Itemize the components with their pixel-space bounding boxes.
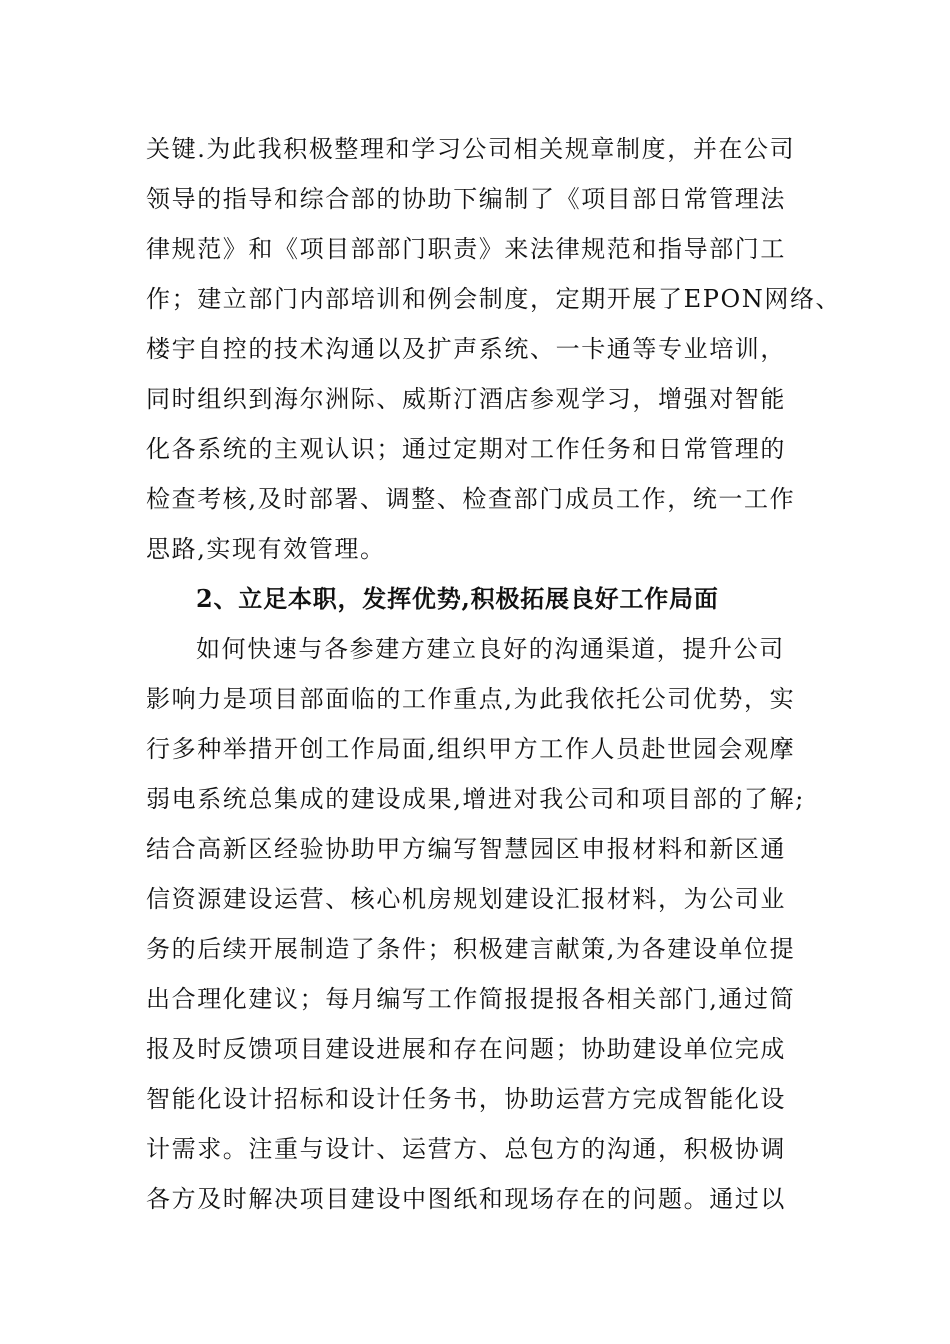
paragraph-line: 关键.为此我积极整理和学习公司相关规章制度，并在公司: [146, 135, 796, 163]
paragraph-line: 作；建立部门内部培训和例会制度，定期开展了EPON网络、: [146, 285, 842, 313]
paragraph-line: 影响力是项目部面临的工作重点,为此我依托公司优势，实: [146, 685, 796, 713]
paragraph-line: 化各系统的主观认识；通过定期对工作任务和日常管理的: [146, 435, 786, 463]
paragraph-line: 行多种举措开创工作局面,组织甲方工作人员赴世园会观摩: [146, 735, 796, 763]
paragraph-line: 检查考核,及时部署、调整、检查部门成员工作，统一工作: [146, 485, 796, 513]
paragraph-line: 如何快速与各参建方建立良好的沟通渠道，提升公司: [196, 635, 785, 663]
paragraph-line: 结合高新区经验协助甲方编写智慧园区申报材料和新区通: [146, 835, 786, 863]
paragraph-line: 出合理化建议；每月编写工作简报提报各相关部门,通过简: [146, 985, 796, 1013]
paragraph-line: 智能化设计招标和设计任务书，协助运营方完成智能化设: [146, 1085, 786, 1113]
paragraph-line: 信资源建设运营、核心机房规划建设汇报材料，为公司业: [146, 885, 786, 913]
paragraph-line: 楼宇自控的技术沟通以及扩声系统、一卡通等专业培训，: [146, 335, 786, 363]
paragraph-line: 报及时反馈项目建设进展和存在问题；协助建设单位完成: [146, 1035, 786, 1063]
paragraph-line: 各方及时解决项目建设中图纸和现场存在的问题。通过以: [146, 1185, 786, 1213]
paragraph-line: 同时组织到海尔洲际、威斯汀酒店参观学习，增强对智能: [146, 385, 786, 413]
paragraph-line: 思路,实现有效管理。: [146, 535, 386, 563]
paragraph-line: 务的后续开展制造了条件；积极建言献策,为各建设单位提: [146, 935, 796, 963]
paragraph-line: 计需求。注重与设计、运营方、总包方的沟通，积极协调: [146, 1135, 786, 1163]
section-heading: 2、立足本职，发挥优势,积极拓展良好工作局面: [196, 584, 719, 613]
paragraph-line: 律规范》和《项目部部门职责》来法律规范和指导部门工: [146, 235, 786, 263]
paragraph-line: 领导的指导和综合部的协助下编制了《项目部日常管理法: [146, 185, 786, 213]
paragraph-line: 弱电系统总集成的建设成果,增进对我公司和项目部的了解;: [146, 785, 805, 813]
